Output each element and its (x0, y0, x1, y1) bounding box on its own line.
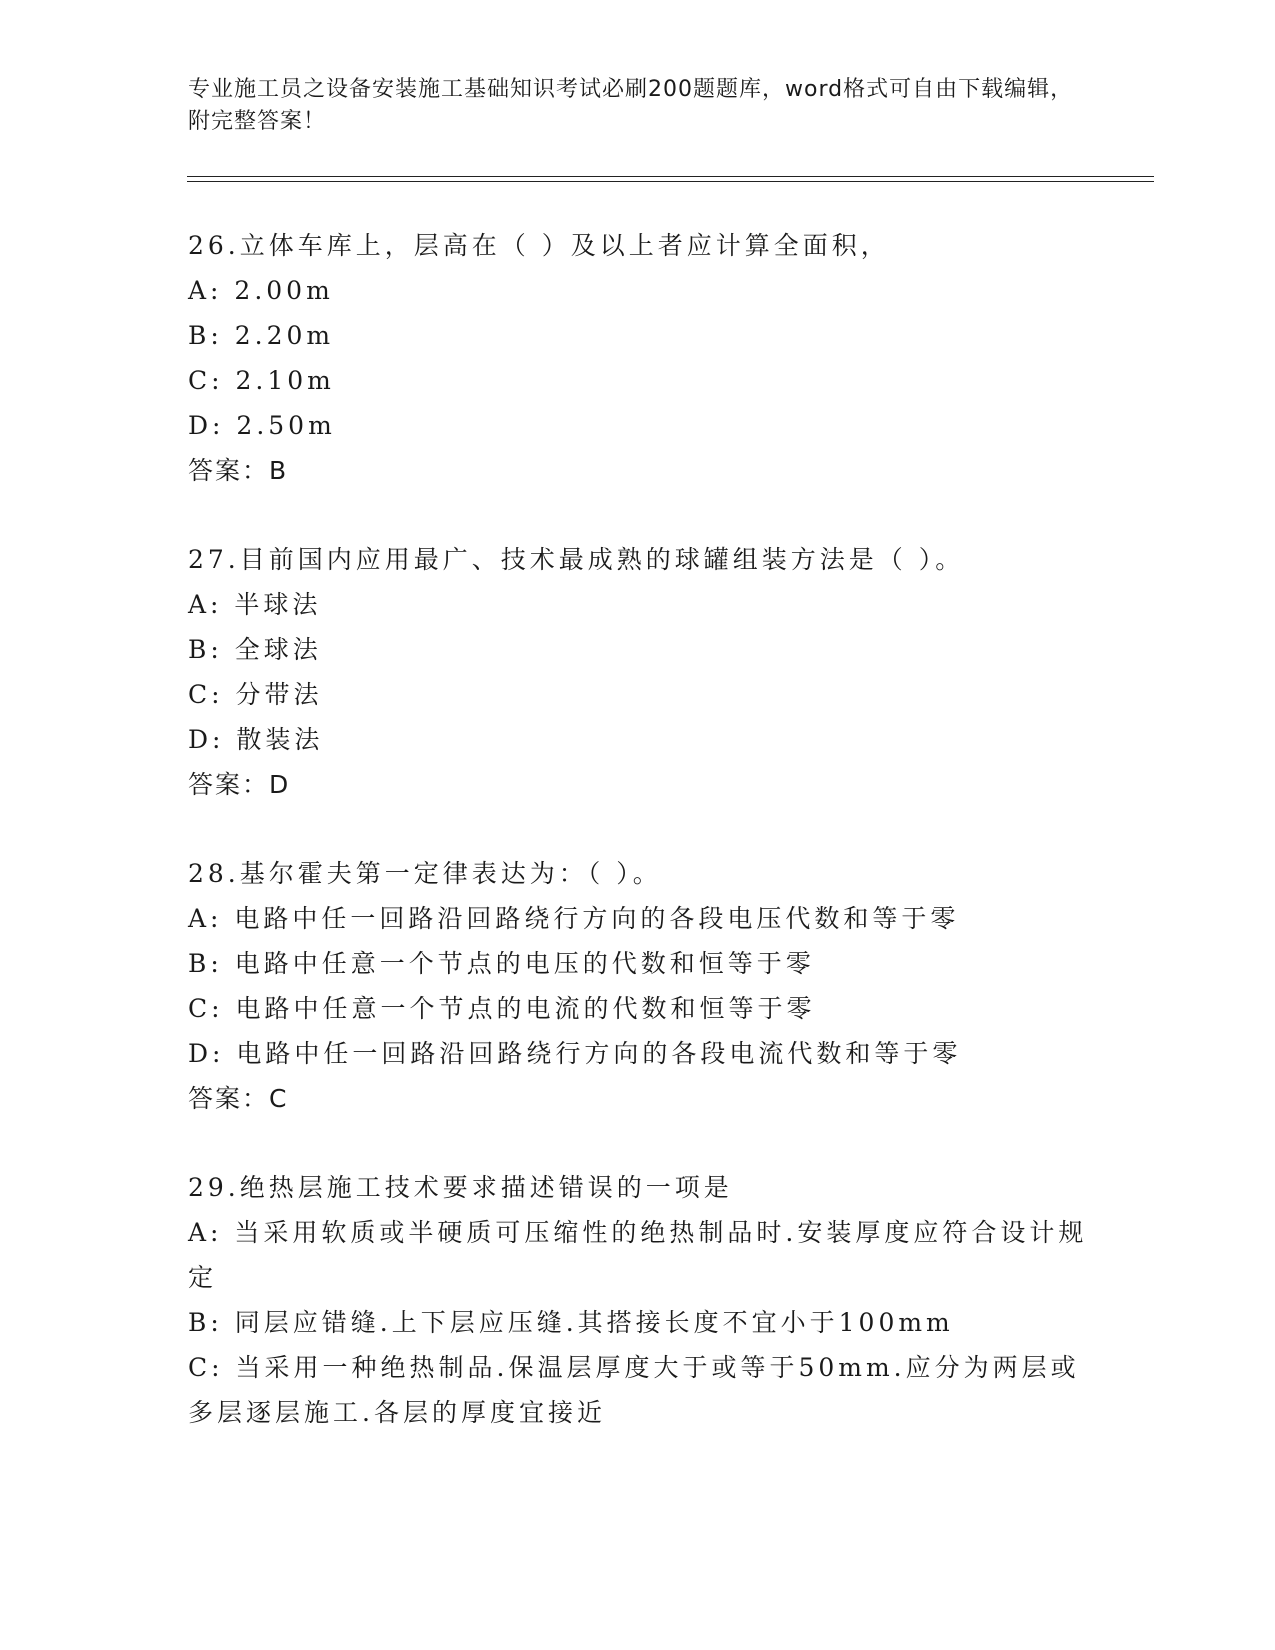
option-a: A: 2.00m (188, 276, 334, 305)
option-a: A: 半球法 (188, 590, 322, 619)
answer-line: 答案：C (188, 1084, 289, 1113)
question-27 (188, 537, 1088, 807)
option-c: C: 电路中任意一个节点的电流的代数和恒等于零 (188, 994, 816, 1023)
option-d: D: 电路中任一回路沿回路绕行方向的各段电流代数和等于零 (188, 1039, 962, 1068)
question-stem: 28.基尔霍夫第一定律表达为：（ ）。 (188, 859, 662, 888)
option-c: C: 2.10m (188, 366, 335, 395)
option-b: B: 2.20m (188, 321, 335, 350)
question-29 (188, 1165, 1088, 1435)
question-stem: 26.立体车库上，层高在（ ）及以上者应计算全面积， (188, 231, 890, 260)
answer-line: 答案：B (188, 456, 289, 485)
question-stem: 29.绝热层施工技术要求描述错误的一项是 (188, 1173, 733, 1202)
option-b: B: 同层应错缝.上下层应压缝.其搭接长度不宜小于100mm (188, 1308, 954, 1337)
option-a: A: 当采用软质或半硬质可压缩性的绝热制品时.安装厚度应符合设计规定 (188, 1218, 1088, 1292)
header-divider-top (187, 176, 1154, 177)
option-a: A: 电路中任一回路沿回路绕行方向的各段电压代数和等于零 (188, 904, 960, 933)
option-d: D: 散装法 (188, 725, 324, 754)
header-divider-bottom (187, 181, 1154, 182)
question-28 (188, 851, 1088, 1121)
option-c: C: 分带法 (188, 680, 323, 709)
option-d: D: 2.50m (188, 411, 336, 440)
question-26 (188, 223, 1088, 493)
question-stem: 27.目前国内应用最广、技术最成熟的球罐组装方法是（ ）。 (188, 545, 965, 574)
option-c: C: 当采用一种绝热制品.保温层厚度大于或等于50mm.应分为两层或多层逐层施工.各层的厚度宜接近 (188, 1353, 1080, 1427)
document-header: 专业施工员之设备安装施工基础知识考试必刷200题题库，word格式可自由下载编辑，附完整答案！ (188, 77, 1074, 134)
option-b: B: 全球法 (188, 635, 322, 664)
answer-line: 答案：D (188, 770, 291, 799)
option-b: B: 电路中任意一个节点的电压的代数和恒等于零 (188, 949, 815, 978)
